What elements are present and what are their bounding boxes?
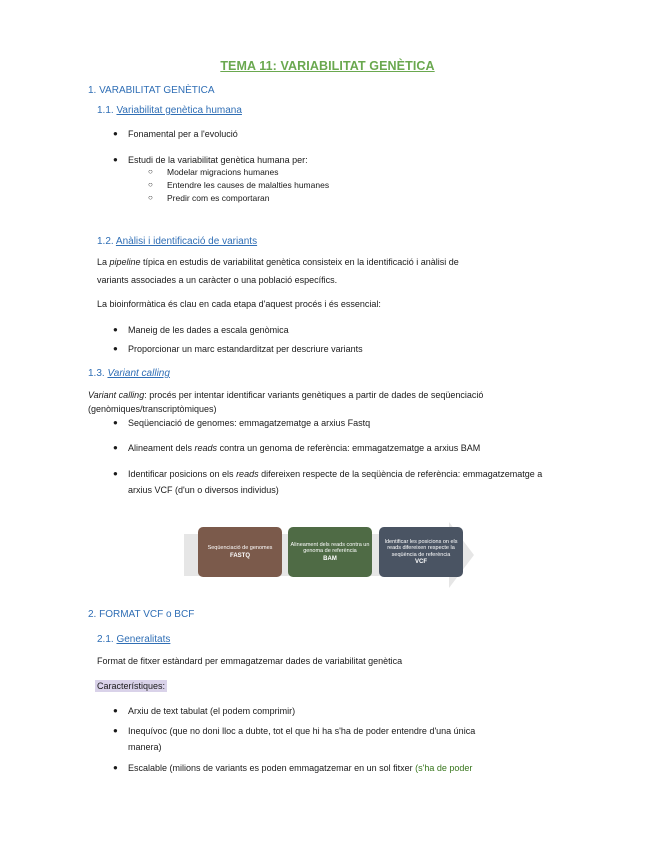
bullet-icon: ● (113, 155, 118, 164)
paragraph-bioinformatics: La bioinformàtica és clau en cada etapa d'aquest procés i és essencial: (97, 299, 381, 309)
circle-bullet-icon: ○ (148, 180, 153, 189)
list-item-text: Arxiu de text tabulat (el podem comprimir) (128, 706, 296, 716)
section-2-heading: 2. FORMAT VCF o BCF (88, 609, 195, 620)
list-item (113, 726, 476, 736)
pipeline-step-format: BAM (323, 555, 337, 562)
subsection-number: 2.1. (97, 634, 117, 645)
subsection-title-link[interactable]: Variant calling (107, 368, 170, 379)
paragraph-pipeline-line2: variants associades a un caràcter o una població específics. (97, 275, 338, 285)
document-title: TEMA 11: VARIABILITAT GENÈTICA (220, 59, 435, 73)
subsection-number: 1.3. (88, 368, 108, 379)
variant-calling-pipeline-diagram (184, 522, 474, 592)
bullet-icon: ● (113, 129, 118, 138)
list-item-text: Fonamental per a l'evolució (128, 129, 238, 139)
paragraph-format: Format de fitxer estàndard per emmagatzemar dades de variabilitat genètica (97, 656, 403, 666)
pipeline-step-bam (288, 527, 372, 577)
list-item (113, 129, 238, 139)
variant-calling-definition: Variant calling: procés per intentar identificar variants genètiques a partir de dades de seqüenciació (88, 390, 484, 400)
bullet-icon: ● (113, 418, 118, 427)
list-item: ● Identificar posicions on els reads difereixen respecte de la seqüència de referència: emmagatzematge a (113, 469, 543, 479)
list-item-text: Proporcionar un marc estandarditzat per descriure variants (128, 344, 363, 354)
section-1-heading: 1. VARABILITAT GENÈTICA (88, 85, 215, 96)
bullet-icon: ● (113, 469, 118, 478)
list-item-text: Estudi de la variabilitat genètica humana per: (128, 155, 308, 165)
pipeline-step-vcf (379, 527, 463, 577)
sub-list-item (148, 167, 279, 177)
subsection-number: 1.1. (97, 105, 117, 116)
list-item-continuation: manera) (128, 742, 162, 752)
sub-list-item-text: Predir com es comportaran (167, 193, 270, 203)
characteristics-label: Característiques: (97, 681, 166, 691)
subsection-1-2-heading (97, 236, 257, 247)
list-item (113, 325, 289, 335)
list-item (113, 418, 371, 428)
list-item (113, 706, 296, 716)
list-item: ● Alineament dels reads contra un genoma de referència: emmagatzematge a arxius BAM (113, 443, 481, 453)
subsection-1-3-heading (88, 368, 170, 379)
subsection-title-link[interactable]: Anàlisi i identificació de variants (115, 236, 258, 247)
pipeline-step-text: Seqüenciació de genomes (207, 545, 273, 551)
bullet-icon: ● (113, 706, 118, 715)
bullet-icon: ● (113, 726, 118, 735)
bullet-icon: ● (113, 763, 118, 772)
subsection-1-1-heading (97, 105, 242, 116)
pipeline-step-format: VCF (415, 559, 427, 565)
bullet-icon: ● (113, 325, 118, 334)
pipeline-step-format: FASTQ (229, 552, 250, 559)
sub-list-item (148, 180, 330, 190)
list-item-continuation: arxius VCF (d'un o diversos individus) (128, 485, 279, 495)
list-item (113, 155, 308, 165)
list-item-text: Inequívoc (que no doni lloc a dubte, tot el que hi ha s'ha de poder entendre d'una única (128, 726, 476, 736)
list-item-text: Seqüenciació de genomes: emmagatzematge a arxius Fastq (128, 418, 371, 428)
circle-bullet-icon: ○ (148, 193, 153, 202)
sub-list-item (148, 193, 270, 203)
pipeline-step-text: Identificar les posicions on els reads difereixen respecte la seqüència de referència (384, 538, 458, 558)
subsection-title-link[interactable]: Variabilitat genètica humana (116, 105, 242, 116)
list-item-text: Maneig de les dades a escala genòmica (128, 325, 289, 335)
variant-calling-definition-line2: (genòmiques/transcriptòmiques) (88, 404, 217, 414)
sub-list-item-text: Modelar migracions humanes (167, 167, 279, 177)
list-item: ● Escalable (milions de variants es poden emmagatzemar en un sol fitxer (s'ha de poder (113, 763, 473, 773)
circle-bullet-icon: ○ (148, 167, 153, 176)
bullet-icon: ● (113, 443, 118, 452)
pipeline-step-text: Alineament dels reads contra un genoma de referència (290, 541, 370, 555)
bullet-icon: ● (113, 344, 118, 353)
pipeline-step-fastq (198, 527, 282, 577)
paragraph-pipeline: La pipeline típica en estudis de variabilitat genètica consisteix en la identificació i anàlisi de (97, 257, 459, 267)
subsection-title-link[interactable]: Generalitats (116, 634, 171, 645)
list-item (113, 344, 363, 354)
sub-list-item-text: Entendre les causes de malalties humanes (167, 180, 330, 190)
subsection-2-1-heading (97, 634, 170, 645)
subsection-number: 1.2. (97, 236, 116, 247)
